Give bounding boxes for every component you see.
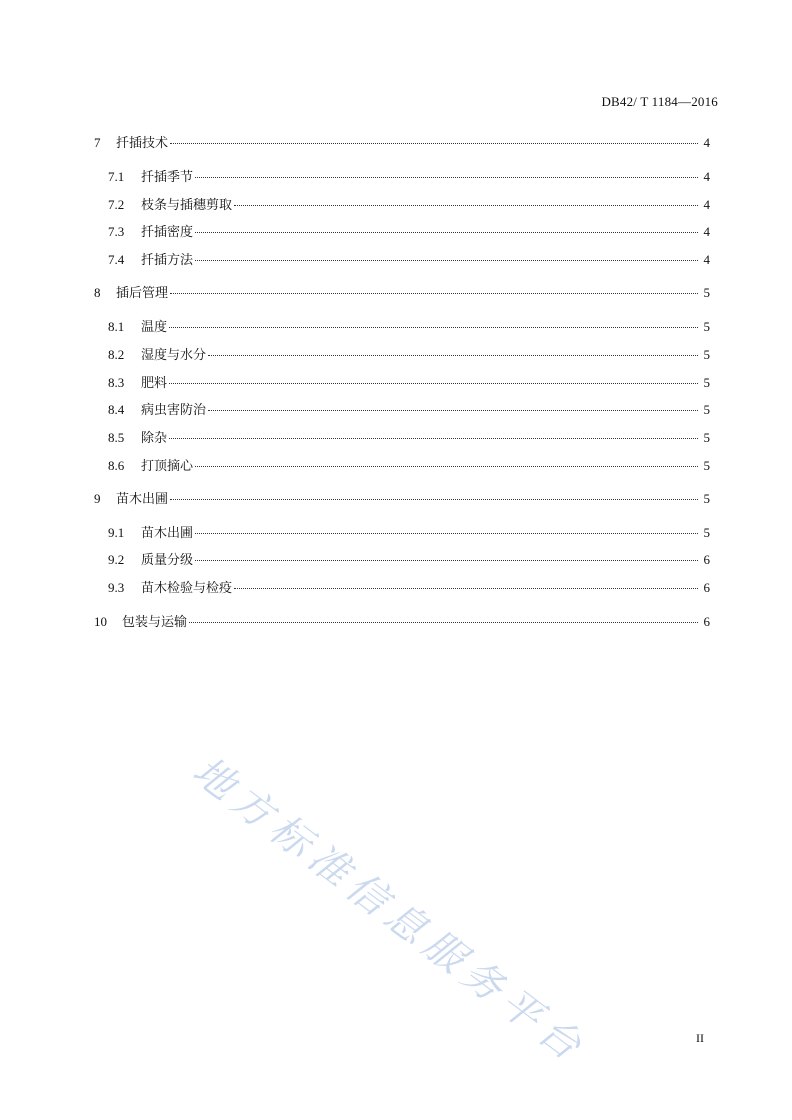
toc-entry-title: 打顶摘心: [141, 459, 194, 474]
toc-entry-number: 9.1: [108, 525, 125, 540]
toc-leader-dots: [195, 533, 698, 534]
toc-entry-page: 4: [703, 224, 710, 239]
toc-leader-dots: [195, 466, 698, 467]
toc-entry-9-3[interactable]: [108, 580, 710, 597]
toc-entry-page: 4: [703, 169, 710, 184]
toc-entry-title: 扦插技术: [116, 136, 169, 151]
toc-entry-page: 5: [703, 525, 710, 540]
watermark-text: 地方标准信息服务平台: [184, 747, 596, 1074]
toc-entry-page: 5: [703, 347, 710, 362]
toc-entry-number: 7.4: [108, 252, 125, 267]
document-code: DB42/ T 1184—2016: [601, 94, 718, 109]
toc-leader-dots: [195, 232, 698, 233]
toc-entry-number: 9.2: [108, 552, 125, 567]
toc-entry-number: 8.4: [108, 402, 125, 417]
toc-leader-dots: [234, 588, 698, 589]
toc-entry-number: 8.3: [108, 375, 125, 390]
toc-entry-number: 8.1: [108, 319, 125, 334]
toc-entry-8-6[interactable]: [108, 458, 710, 475]
toc-entry-page: 5: [703, 491, 710, 506]
toc-entry-number: 8.6: [108, 458, 125, 473]
page-number: II: [696, 1031, 704, 1045]
toc-entry-title: 肥料: [141, 376, 168, 391]
toc-leader-dots: [169, 327, 698, 328]
toc-entry-8-4[interactable]: [108, 402, 710, 419]
toc-entry-number: 10: [94, 614, 107, 629]
toc-leader-dots: [169, 438, 698, 439]
toc-entry-7-4[interactable]: [108, 252, 710, 269]
toc-entry-title: 包装与运输: [122, 615, 188, 630]
toc-entry-number: 7.2: [108, 197, 125, 212]
toc-entry-7-3[interactable]: [108, 224, 710, 241]
toc-entry-title: 苗木检验与检疫: [141, 581, 233, 596]
toc-entry-9-1[interactable]: [108, 525, 710, 542]
toc-entry-page: 4: [703, 135, 710, 150]
toc-leader-dots: [208, 355, 698, 356]
toc-entry-page: 5: [703, 319, 710, 334]
toc-entry-8-1[interactable]: [108, 319, 710, 336]
toc-entry-page: 4: [703, 197, 710, 212]
toc-entry-title: 插后管理: [116, 286, 169, 301]
toc-entry-page: 5: [703, 375, 710, 390]
toc-entry-8-5[interactable]: [108, 430, 710, 447]
toc-leader-dots: [170, 143, 698, 144]
toc-leader-dots: [208, 410, 698, 411]
toc-entry-title: 扦插密度: [141, 225, 194, 240]
toc-entry-number: 9.3: [108, 580, 125, 595]
toc-leader-dots: [195, 177, 698, 178]
toc-entry-page: 6: [703, 552, 710, 567]
toc-entry-title: 温度: [141, 320, 168, 335]
toc-leader-dots: [195, 560, 698, 561]
toc-entry-title: 扦插方法: [141, 253, 194, 268]
toc-entry-8-3[interactable]: [108, 375, 710, 392]
toc-entry-title: 湿度与水分: [141, 348, 207, 363]
toc-entry-page: 5: [703, 285, 710, 300]
toc-entry-number: 8: [94, 285, 101, 300]
toc-entry-title: 除杂: [141, 431, 168, 446]
toc-entry-7-1[interactable]: [108, 169, 710, 186]
toc-entry-title: 扦插季节: [141, 170, 194, 185]
toc-entry-title: 枝条与插穗剪取: [141, 198, 233, 213]
toc-entry-number: 8.2: [108, 347, 125, 362]
toc-entry-title: 苗木出圃: [141, 526, 194, 541]
toc-entry-page: 5: [703, 402, 710, 417]
toc-entry-9-2[interactable]: [108, 552, 710, 569]
toc-entry-number: 7: [94, 135, 101, 150]
toc-entry-page: 6: [703, 614, 710, 629]
toc-leader-dots: [169, 383, 698, 384]
toc-entry-8-2[interactable]: [108, 347, 710, 364]
toc-entry-page: 5: [703, 458, 710, 473]
toc-entry-number: 8.5: [108, 430, 125, 445]
toc-entry-8[interactable]: [94, 285, 710, 302]
toc-entry-title: 质量分级: [141, 553, 194, 568]
toc-entry-page: 4: [703, 252, 710, 267]
toc-entry-number: 7.3: [108, 224, 125, 239]
toc-entry-9[interactable]: [94, 491, 710, 508]
toc-entry-title: 病虫害防治: [141, 403, 207, 418]
toc-leader-dots: [195, 260, 698, 261]
toc-leader-dots: [234, 205, 698, 206]
toc-entry-title: 苗木出圃: [116, 492, 169, 507]
toc-entry-number: 7.1: [108, 169, 125, 184]
toc-entry-7[interactable]: [94, 135, 710, 152]
toc-entry-page: 5: [703, 430, 710, 445]
toc-entry-page: 6: [703, 580, 710, 595]
toc-leader-dots: [189, 622, 698, 623]
toc-leader-dots: [170, 293, 698, 294]
toc-entry-10[interactable]: [94, 614, 710, 631]
toc-entry-7-2[interactable]: [108, 197, 710, 214]
toc-entry-number: 9: [94, 491, 101, 506]
toc-leader-dots: [170, 499, 698, 500]
